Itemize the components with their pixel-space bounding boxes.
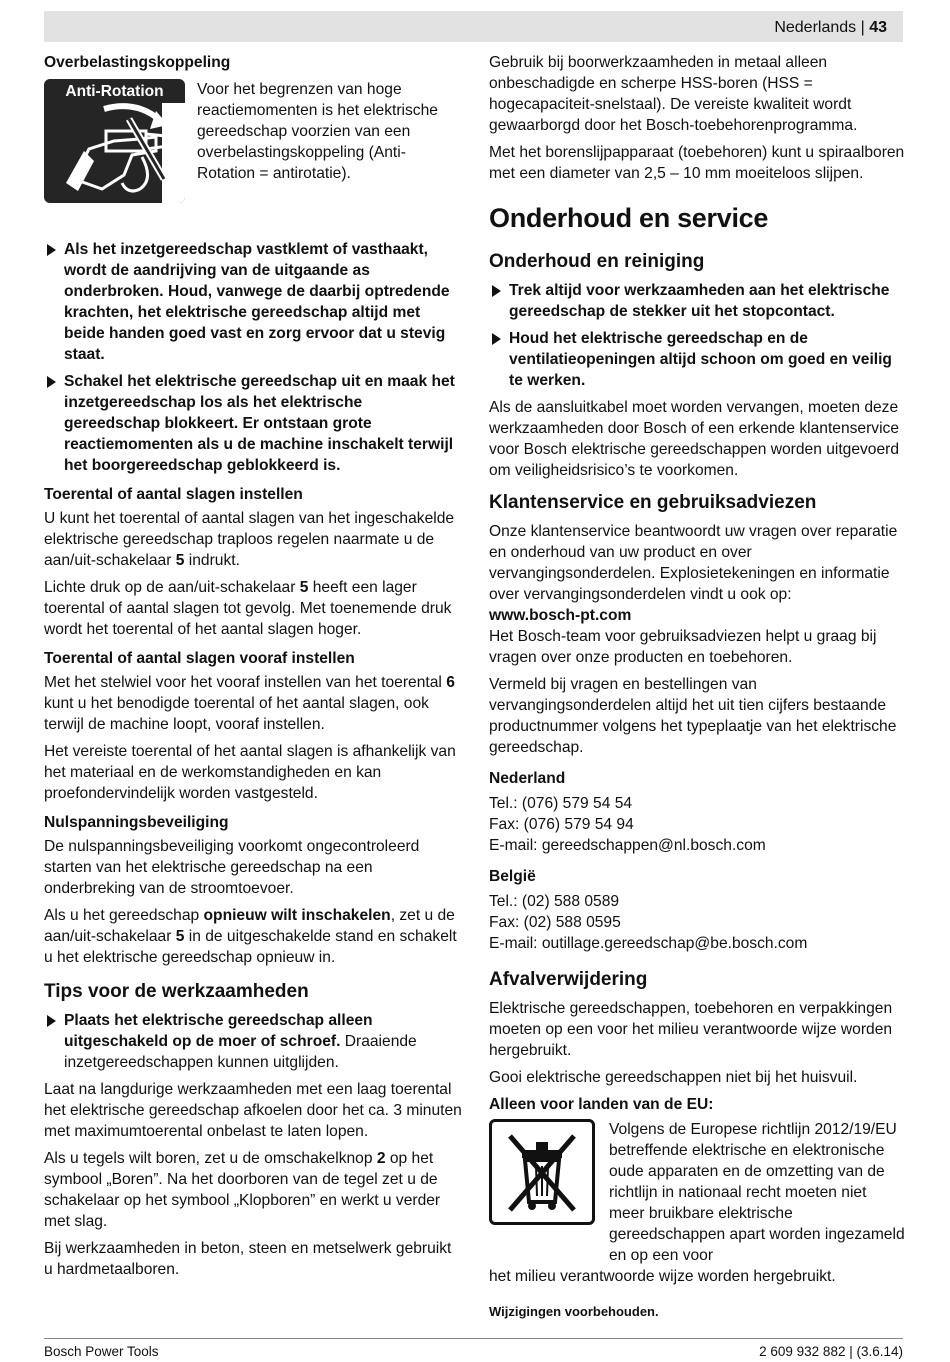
tips-bullet: Plaats het elektrische gereedschap alleen uitgeschakeld op de moer of schroef. Draaiende inzetgereedschappen kunnen uitglijden. xyxy=(44,1010,462,1073)
netherlands-email[interactable]: E-mail: gereedschappen@nl.bosch.com xyxy=(489,837,766,854)
crossed-bin-icon xyxy=(489,1119,595,1225)
preset-heading: Toerental of aantal slagen vooraf instellen xyxy=(44,650,355,667)
eu-heading: Alleen voor landen van de EU: xyxy=(489,1096,714,1113)
footer-divider xyxy=(44,1338,903,1339)
warning-bullet-2: Schakel het elektrische gereedschap uit en maak het inzetgereedschap los als het elektrische gereedschap blokkeert. Er ontstaan grote reactiemomenten als u de machine inschakelt terwijl het boorgereedschap geblokkeerd is. xyxy=(44,371,462,476)
customer-service-heading: Klantenservice en gebruiksadviezen xyxy=(489,492,817,513)
eu-directive-text-continued: het milieu verantwoorde wijze worden hergebruikt. xyxy=(489,1268,836,1285)
page-header xyxy=(44,11,903,42)
grinder-paragraph: Met het borenslijpapparaat (toebehoren) kunt u spiraalboren met een diameter van 2,5 – 10 mm moeiteloos slijpen. xyxy=(489,144,905,182)
maintenance-bullet-2: Houd het elektrische gereedschap en de ventilatieopeningen altijd schoon om goed en veilig te werken. xyxy=(489,328,905,391)
drill-hand-icon xyxy=(44,79,185,203)
bullet-arrow-icon xyxy=(47,376,56,388)
overload-heading: Overbelastingskoppeling xyxy=(44,54,231,71)
customer-url-link[interactable]: www.bosch-pt.com xyxy=(489,607,632,624)
waste-paragraph-2: Gooi elektrische gereedschappen niet bij het huisvuil. xyxy=(489,1069,858,1086)
hss-paragraph: Gebruik bij boorwerkzaamheden in metaal alleen onbeschadigde en scherpe HSS-boren (HSS = hogecapaciteit-snelstaal). De vereiste kwaliteit wordt gewaarborgd door het Bosch-toebehorenprogramma. xyxy=(489,54,858,134)
zero-voltage-paragraph-2: Als u het gereedschap opnieuw wilt inschakelen, zet u de aan/uit-schakelaar 5 in de uitgeschakelde stand en schakelt u het elektrische gereedschap opnieuw in. xyxy=(44,907,457,966)
waste-paragraph-1: Elektrische gereedschappen, toebehoren en verpakkingen moeten op een voor het milieu verantwoorde wijze worden hergebruikt. xyxy=(489,1000,893,1059)
speed-paragraph-1: U kunt het toerental of aantal slagen van het ingeschakelde elektrische gereedschap traploos regelen naarmate u de aan/uit-schakelaar 5 indrukt. xyxy=(44,510,455,569)
warning-bullet-1: Als het inzetgereedschap vastklemt of vasthaakt, wordt de aandrijving van de uitgaande as onderbroken. Houd, vanwege de daarbij optredende krachten, het elektrische gereedschap altijd met beide handen goed vast en zorg ervoor dat u stevig staat. xyxy=(44,239,462,365)
tips-paragraph-1: Laat na langdurige werkzaamheden met een laag toerental het elektrische gereedschap afkoelen door het ca. 3 minuten met maximumtoerental onbelast te laten lopen. xyxy=(44,1081,462,1140)
page-section-number: Nederlands | 43 xyxy=(774,19,887,36)
belgium-email[interactable]: E-mail: outillage.gereedschap@be.bosch.com xyxy=(489,935,808,952)
tips-heading: Tips voor de werkzaamheden xyxy=(44,981,309,1002)
crossed-bin-drawing xyxy=(492,1122,592,1222)
preset-paragraph-2: Het vereiste toerental of het aantal slagen is afhankelijk van het materiaal en de werkomstandigheden en kan proefondervindelijk worden vastgesteld. xyxy=(44,743,456,802)
zero-voltage-heading: Nulspanningsbeveiliging xyxy=(44,814,229,831)
service-heading: Onderhoud en service xyxy=(489,203,769,233)
bullet-arrow-icon xyxy=(47,1015,56,1027)
contact-netherlands xyxy=(489,768,905,856)
zero-voltage-paragraph-1: De nulspanningsbeveiliging voorkomt ongecontroleerd starten van het elektrische gereedschap na een onderbreking van de stroomtoevoer. xyxy=(44,838,420,897)
maintenance-paragraph: Als de aansluitkabel moet worden vervangen, moeten deze werkzaamheden door Bosch of een erkende klantenservice voor Bosch elektrische gereedschappen worden uitgevoerd om veiligheidsrisico’s te voorkomen. xyxy=(489,399,900,479)
tips-paragraph-3: Bij werkzaamheden in beton, steen en metselwerk gebruikt u hardmetaalboren. xyxy=(44,1240,452,1278)
anti-rotation-block xyxy=(44,79,462,203)
tips-paragraph-2: Als u tegels wilt boren, zet u de omschakelknop 2 op het symbool „Boren”. Na het doorboren van de tegel zet u de schakelaar op het symbool „Klopboren” en werkt u verder met slag. xyxy=(44,1150,441,1230)
bullet-arrow-icon xyxy=(47,244,56,256)
speed-paragraph-2: Lichte druk op de aan/uit-schakelaar 5 heeft een lager toerental of aantal slagen tot gevolg. Met toenemende druk wordt het toerental of het aantal slagen hoger. xyxy=(44,579,452,638)
anti-rotation-label: Anti-Rotation xyxy=(65,83,164,100)
waste-heading: Afvalverwijdering xyxy=(489,969,648,990)
overload-text: Voor het begrenzen van hoge reactiemomenten is het elektrische gereedschap voorzien van een overbelastingskoppeling (Anti-Rotation = antirotatie). xyxy=(197,81,438,182)
belgium-heading: België xyxy=(489,868,536,885)
right-column xyxy=(489,52,905,1322)
weee-block xyxy=(489,1119,905,1266)
maintenance-bullet-1: Trek altijd voor werkzaamheden aan het elektrische gereedschap de stekker uit het stopcontact. xyxy=(489,280,905,322)
footer-brand: Bosch Power Tools xyxy=(44,1344,159,1359)
left-column xyxy=(44,52,462,1286)
customer-paragraph-1: Onze klantenservice beantwoordt uw vragen over reparatie en onderhoud van uw product en over vervangingsonderdelen. Explosietekeningen en informatie over vervangingsonderdelen vindt u ook op: xyxy=(489,523,898,603)
footer-doc-number: 2 609 932 882 | (3.6.14) xyxy=(759,1344,903,1359)
changes-reserved: Wijzigingen voorbehouden. xyxy=(489,1304,659,1319)
anti-rotation-icon xyxy=(44,79,185,203)
preset-paragraph-1: Met het stelwiel voor het vooraf instellen van het toerental 6 kunt u het benodigde toerental of het aantal slagen, ook terwijl de machine loopt, vooraf instellen. xyxy=(44,674,455,733)
netherlands-phone: Tel.: (076) 579 54 54 xyxy=(489,795,633,812)
bullet-arrow-icon xyxy=(492,285,501,297)
eu-directive-text: Volgens de Europese richtlijn 2012/19/EU betreffende elektrische en elektronische oude apparaten en de omzetting van de richtlijn in nationaal recht moeten niet meer bruikbare elektrische gereedschappen apart worden ingezameld en op een voor xyxy=(609,1121,905,1264)
customer-paragraph-3: Vermeld bij vragen en bestellingen van vervangingsonderdelen altijd het uit tien cijfers bestaande productnummer volgens het typeplaatje van het elektrische gereedschap. xyxy=(489,676,897,756)
netherlands-heading: Nederland xyxy=(489,770,566,787)
netherlands-fax: Fax: (076) 579 54 94 xyxy=(489,816,634,833)
maintenance-heading: Onderhoud en reiniging xyxy=(489,251,705,272)
speed-heading: Toerental of aantal slagen instellen xyxy=(44,486,303,503)
bullet-arrow-icon xyxy=(492,333,501,345)
belgium-fax: Fax: (02) 588 0595 xyxy=(489,914,621,931)
contact-belgium xyxy=(489,866,905,954)
belgium-phone: Tel.: (02) 588 0589 xyxy=(489,893,620,910)
customer-paragraph-2: Het Bosch-team voor gebruiksadviezen helpt u graag bij vragen over onze producten en toebehoren. xyxy=(489,628,877,666)
